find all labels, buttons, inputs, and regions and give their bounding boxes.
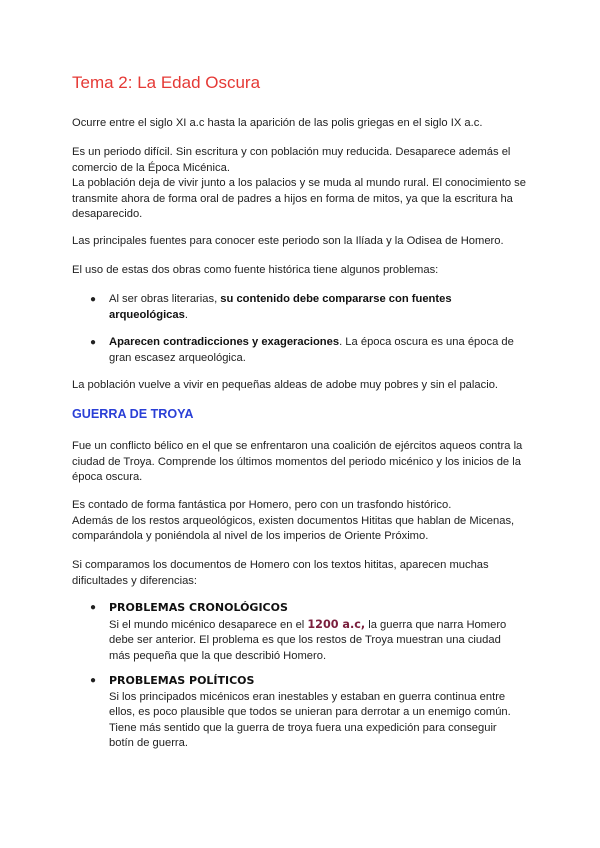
document-page: Tema 2: La Edad Oscura Ocurre entre el siglo XI a.c hasta la aparición de las polis griegas en el siglo IX a.c. Es un periodo difícil. Sin escritura y con población muy reducida. Desaparece además el comercio de la Época Micénica. La población deja de vivir junto a los palacios y se muda al mundo rural. El conocimiento se transmite ahora de forma oral de padres a hijos en forma de mitos, ya que la escritura ha desaparecido. Las principales fuentes para conocer este periodo son la Ilíada y la Odisea de Homero. El uso de estas dos obras como fuente histórica tiene algunos problemas: ● Al ser obras literarias, su contenido debe compararse con fuentes arqueológicas. ● Aparecen contradicciones y exageraciones. La época oscura es una época de gran escasez arqueológica. La población vuelve a vivir en pequeñas aldeas de adobe muy pobres y sin el palacio. GUERRA DE TROYA Fue un conflicto bélico en el que se enfrentaron una coalición de ejércitos aqueos contra la ciudad de Troya. Comprende los últimos momentos del periodo micénico y los inicios de la época oscura. Es contado de forma fantástica por Homero, pero con un trasfondo histórico. Además de los restos arqueológicos, existen documentos Hititas que hablan de Micenas, comparándola y poniéndola al nivel de los imperios de Oriente Próximo. Si comparamos los documentos de Homero con los textos hititas, aparecen muchas dificultades y diferencias: ● PROBLEMAS CRONOLÓGICOS Si el mundo micénico desaparece en el 1200 a.c, la guerra que narra Homero debe ser anterior. El problema es que los restos de Troya muestran una ciudad más pequeña que la que describió Homero. ● PROBLEMAS POLÍTICOS Si los principados micénicos eran inestables y estaban en guerra continua entre ellos, es poco plausible que todos se unieran para derrotar a un enemigo común. Tiene más sentido que la guerra de troya fuera una expedición para conseguir botín de guerra. bbox=[0, 0, 600, 848]
problems-intro-paragraph: El uso de estas dos obras como fuente histórica tiene algunos problemas: bbox=[72, 264, 439, 276]
emphasis-text: su contenido debe compararse con fuentes arqueológicas bbox=[109, 293, 452, 321]
period-description-line: La población deja de vivir junto a los palacios y se muda al mundo rural. El conocimiento se transmite ahora de forma oral de padres a hijos en forma de mitos, ya que la escritura ha desaparecido. bbox=[72, 177, 526, 221]
section-heading-troy: GUERRA DE TROYA bbox=[72, 407, 194, 421]
emphasis-text: Aparecen contradicciones y exageraciones bbox=[109, 336, 340, 348]
bullet-icon: ● bbox=[90, 602, 97, 613]
period-description-line: Es un periodo difícil. Sin escritura y con población muy reducida. Desaparece además el comercio de la Época Micénica. bbox=[72, 146, 511, 174]
page-title: Tema 2: La Edad Oscura bbox=[72, 73, 261, 92]
troy-paragraph: Fue un conflicto bélico en el que se enfrentaron una coalición de ejércitos aqueos contra la ciudad de Troya. Comprende los últimos momentos del periodo micénico y los inicios de la época oscura. bbox=[72, 440, 523, 484]
sources-paragraph: Las principales fuentes para conocer este periodo son la Ilíada y la Odisea de Homero. bbox=[72, 235, 504, 247]
date-highlight: 1200 a.c, bbox=[307, 617, 366, 631]
list-item-heading: PROBLEMAS POLÍTICOS bbox=[109, 674, 255, 687]
intro-paragraph: Ocurre entre el siglo XI a.c hasta la aparición de las polis griegas en el siglo IX a.c. bbox=[72, 117, 483, 129]
troy-paragraph-line: Además de los restos arqueológicos, existen documentos Hititas que hablan de Micenas, comparándola y poniéndola al nivel de los imperios de Oriente Próximo. bbox=[72, 514, 515, 543]
villages-paragraph: La población vuelve a vivir en pequeñas aldeas de adobe muy pobres y sin el palacio. bbox=[72, 379, 499, 391]
bullet-icon: ● bbox=[90, 675, 97, 686]
bullet-icon: ● bbox=[90, 337, 97, 348]
bullet-icon: ● bbox=[90, 294, 97, 305]
troy-paragraph-line: Es contado de forma fantástica por Homero, pero con un trasfondo histórico. bbox=[72, 499, 452, 511]
troy-paragraph bbox=[72, 498, 534, 545]
troy-paragraph: Si comparamos los documentos de Homero con los textos hititas, aparecen muchas dificultades y diferencias: bbox=[72, 559, 489, 587]
list-item-heading: PROBLEMAS CRONOLÓGICOS bbox=[109, 601, 288, 614]
period-description-paragraph bbox=[72, 145, 534, 223]
